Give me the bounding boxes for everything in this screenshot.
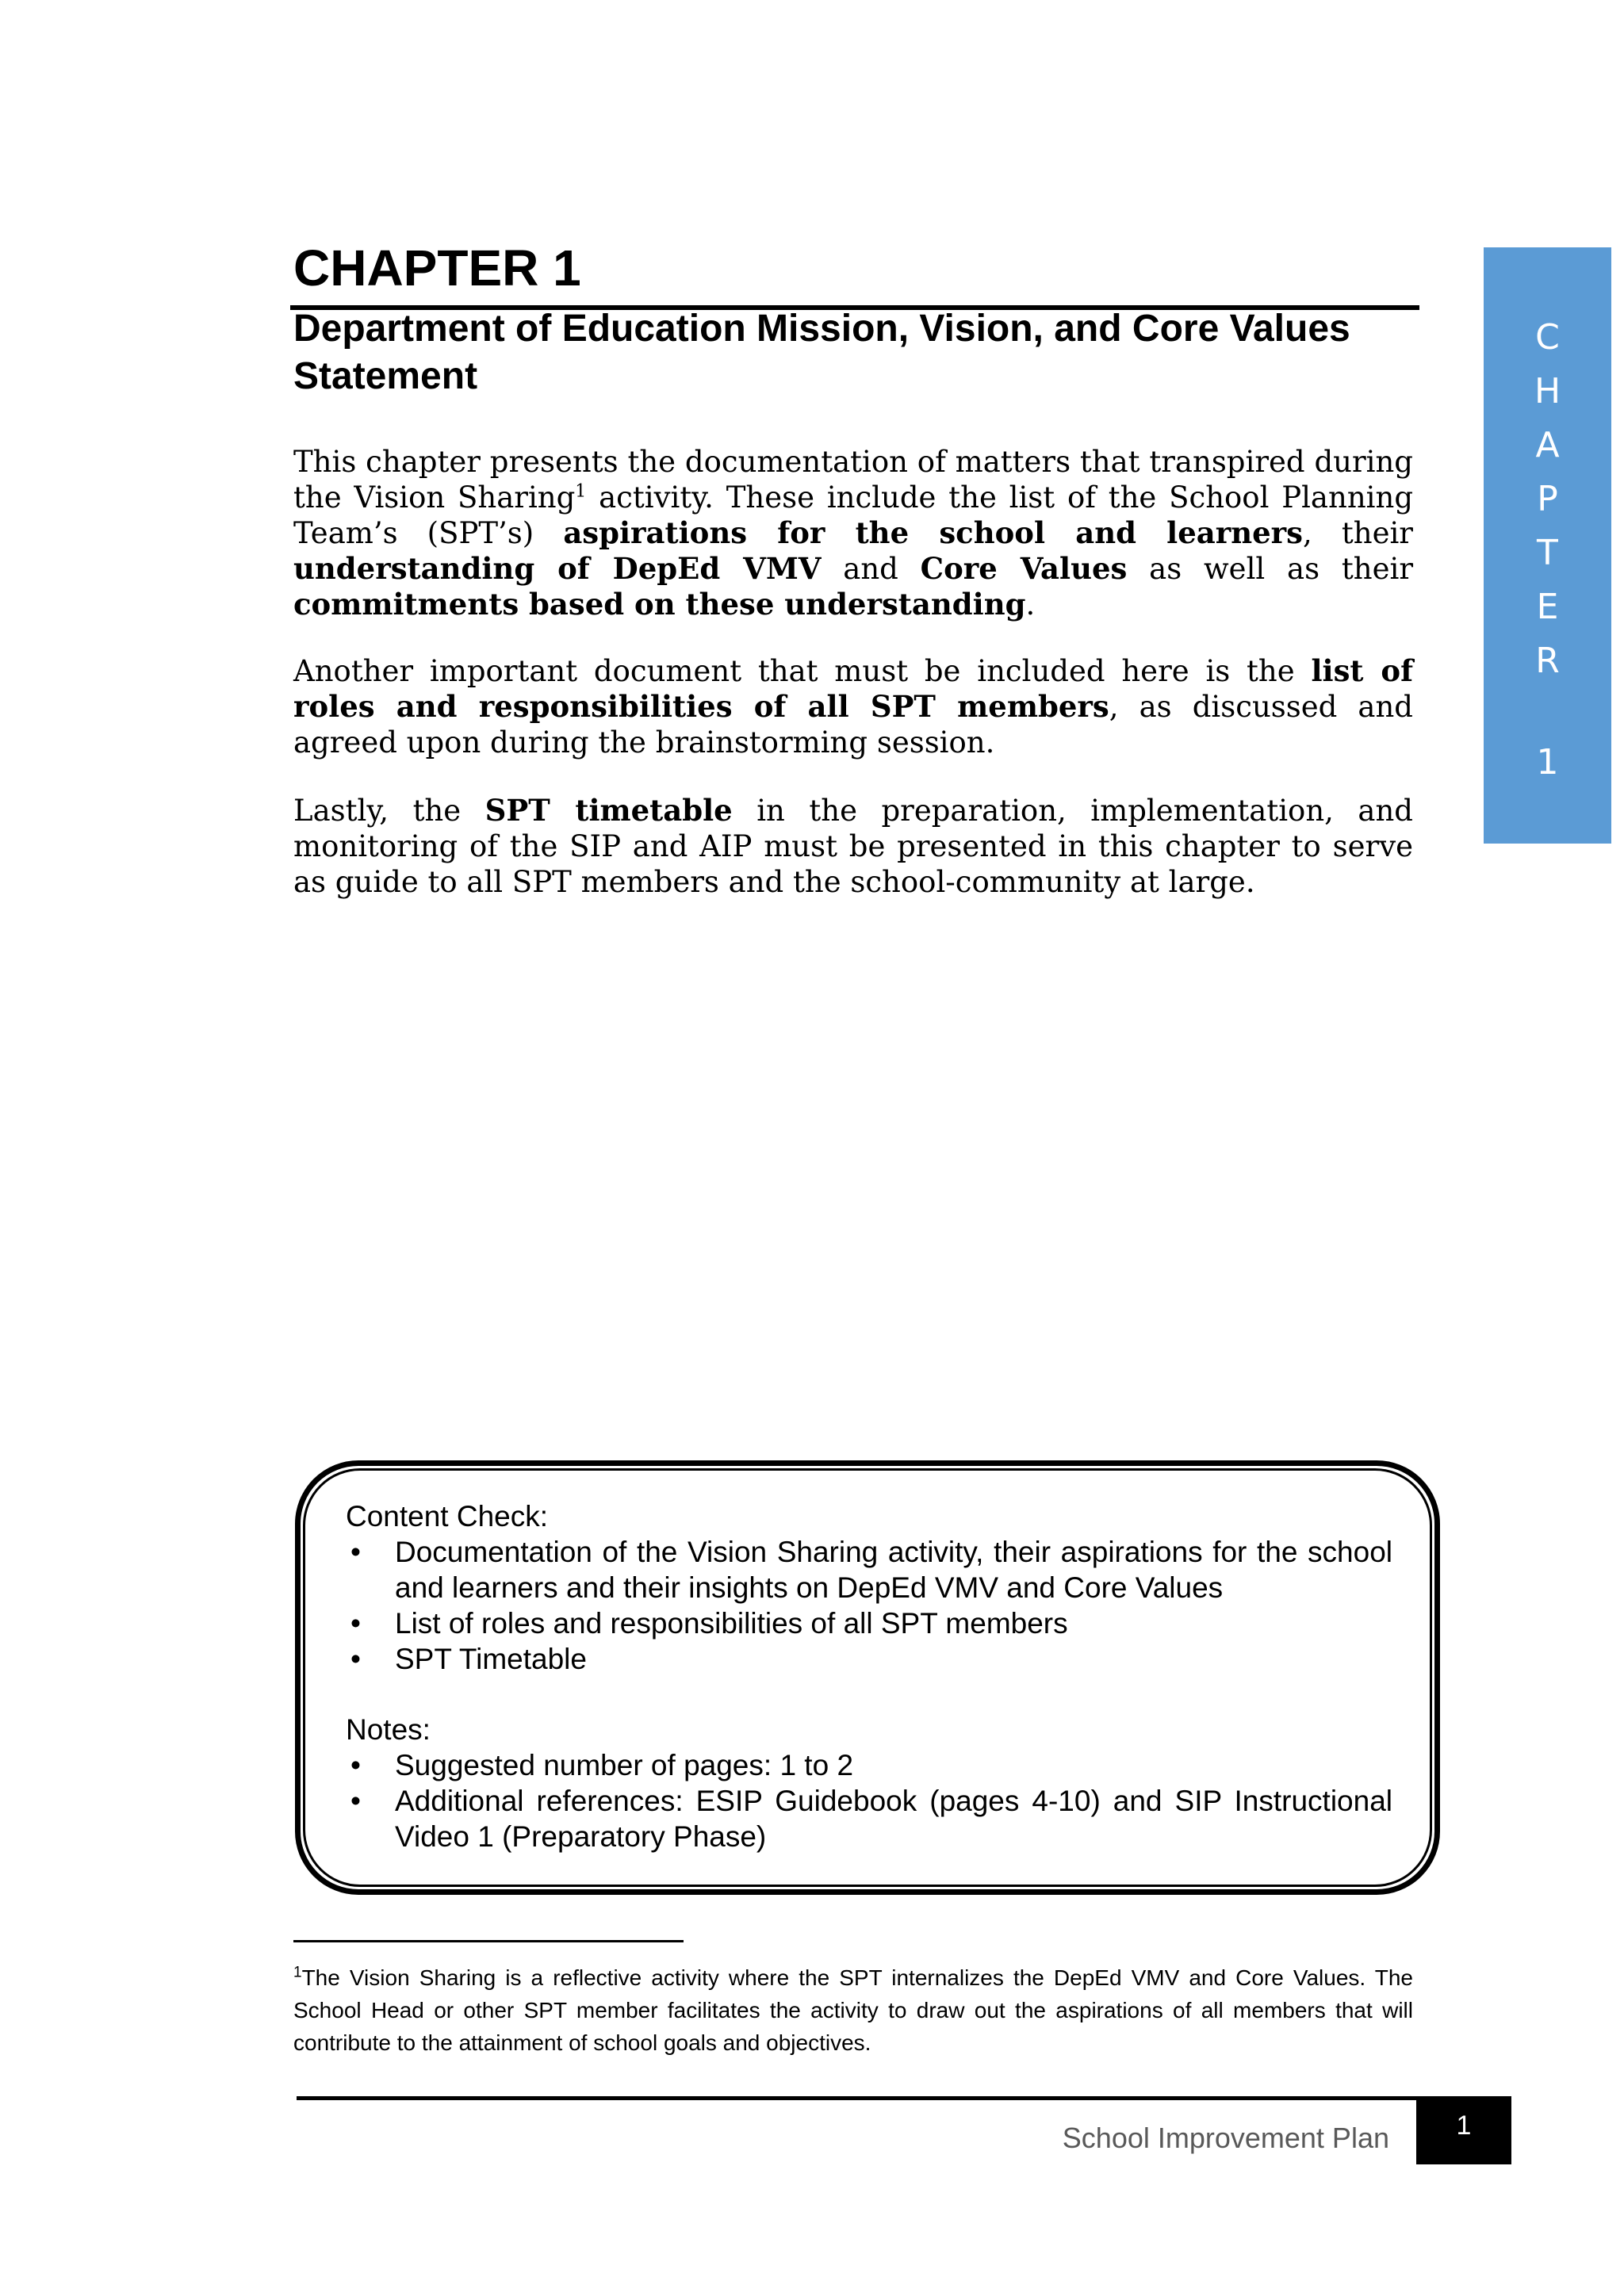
chapter-title: CHAPTER 1 <box>293 239 581 297</box>
footnote-rule <box>293 1940 684 1942</box>
side-tab-letter: R <box>1535 641 1560 681</box>
footnote <box>293 1961 1413 2059</box>
side-tab-letter: T <box>1537 533 1558 573</box>
side-tab-letter: P <box>1537 479 1558 519</box>
p1-bold-core-values: Core Values <box>920 551 1128 586</box>
side-tab-letter: E <box>1536 587 1559 627</box>
p2-bold-roles: list of roles and responsibilities of all SPT members <box>293 653 1413 724</box>
p1-text-1: This chapter presents the documentation of matters that transpired during the Vision Sharing <box>293 445 1413 515</box>
footer-rule <box>297 2096 1418 2100</box>
content-check-heading: Content Check: <box>346 1500 549 1533</box>
chapter-subtitle: Department of Education Mission, Vision, and Core Values Statement <box>293 308 1350 397</box>
footnote-text: The Vision Sharing is a reflective activity where the SPT internalizes the DepEd VMV and Core Values. The School Head or other SPT member facilitates the activity to draw out the aspirations of all members that will contribute to the attainment of school goals and objectives. <box>293 1965 1413 2055</box>
content-check-box <box>346 1498 1392 1854</box>
chapter-side-tab <box>1484 247 1611 844</box>
page-number-box <box>1416 2096 1511 2164</box>
content-check-item: • Documentation of the Vision Sharing activity, their aspirations for the school and learners and their insights on DepEd VMV and Core Values <box>346 1534 1392 1605</box>
footnote-reference: 1 <box>575 481 587 502</box>
p1-text-3: , their <box>1303 516 1413 550</box>
p1-text-5: as well as their <box>1127 552 1414 586</box>
notes-item: • Suggested number of pages: 1 to 2 <box>346 1747 1392 1783</box>
content-check-item: • List of roles and responsibilities of all SPT members <box>346 1605 1392 1641</box>
intro-paragraph-2 <box>293 653 1413 760</box>
p3-bold-timetable: SPT timetable <box>485 793 733 828</box>
notes-list <box>346 1747 1392 1854</box>
p1-bold-aspirations: aspirations for the school and learners <box>563 515 1304 550</box>
p2-text-2: , as discussed and agreed upon during the brainstorming session. <box>293 690 1413 760</box>
p1-text-4: and <box>821 552 921 586</box>
side-tab-letter: C <box>1535 317 1560 358</box>
p1-text-2: activity. These include the list of the School Planning Team’s (SPT’s) <box>293 480 1414 550</box>
intro-paragraph-3 <box>293 793 1413 900</box>
p1-bold-commitments: commitments based on these understanding <box>293 587 1026 622</box>
p2-text-1: Another important document that must be included here is the <box>293 654 1312 688</box>
side-tab-letter: H <box>1534 371 1561 411</box>
content-check-item: • SPT Timetable <box>346 1641 1392 1677</box>
intro-paragraph-1 <box>293 444 1413 622</box>
p3-text-1: Lastly, the <box>293 794 485 828</box>
notes-heading: Notes: <box>346 1713 431 1746</box>
content-check-list <box>346 1534 1392 1677</box>
p3-text-2: in the preparation, implementation, and monitoring of the SIP and AIP must be presented in this chapter to serve as guide to all SPT members and the school-community at large. <box>293 794 1413 899</box>
side-tab-number: 1 <box>1536 742 1559 783</box>
p1-bold-understanding: understanding of DepEd VMV <box>293 551 822 586</box>
footnote-marker: 1 <box>293 1964 302 1981</box>
notes-item: • Additional references: ESIP Guidebook (pages 4-10) and SIP Instructional Video 1 (Preparatory Phase) <box>346 1783 1392 1854</box>
side-tab-letter: A <box>1535 425 1560 465</box>
page-number: 1 <box>1456 2110 1472 2141</box>
footer-label: School Improvement Plan <box>1062 2122 1389 2154</box>
p1-text-6: . <box>1025 587 1036 622</box>
